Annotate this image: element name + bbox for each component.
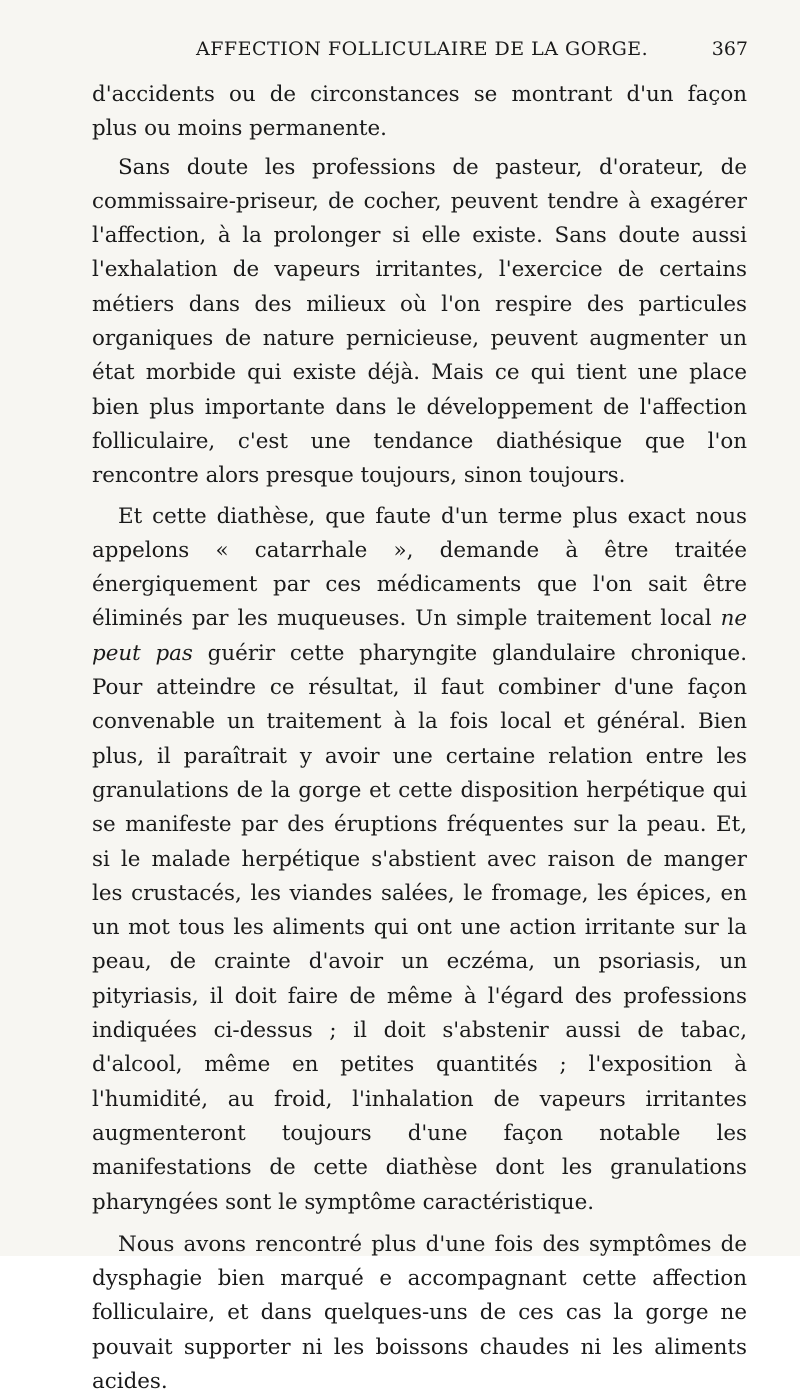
- paragraph-professions: Sans doute les professions de pasteur, d'orateur, de commissaire-priseur, de cocher, peuvent tendre à exagérer l'affection, à la prolonger si elle existe. Sans doute aussi l'exhalation de vapeurs irritantes, l'exercice de certains métiers dans des milieux où l'on respire des particules organiques de nature pernicieuse, peuvent augmenter un état morbide qui existe déjà. Mais ce qui tient une place bien plus importante dans le développement de l'affection folliculaire, c'est une tendance diathésique que l'on rencontre alors presque toujours, sinon toujours.: [92, 154, 747, 489]
- paragraph-continuation: d'accidents ou de circonstances se montrant d'un façon plus ou moins permanente.: [92, 82, 747, 142]
- page-number: 367: [711, 38, 748, 60]
- paragraph-diathese-part-2: guérir cette pharyngite glandulaire chronique. Pour atteindre ce résultat, il faut combiner d'une façon convenable un traitement à la fois local et général. Bien plus, il paraîtrait y avoir une certaine relation entre les granulations de la gorge et cette disposition herpétique qui se manifeste par des éruptions fréquentes sur la peau. Et, si le malade herpétique s'abstient avec raison de manger les crustacés, les viandes salées, le fromage, les épices, en un mot tous les aliments qui ont une action irritante sur la peau, de crainte d'avoir un eczéma, un psoriasis, un pityriasis, il doit faire de même à l'égard des professions indiquées ci-dessus ; il doit s'abstenir aussi de tabac, d'alcool, même en petites quantités ; l'exposition à l'humidité, au froid, l'inhalation de vapeurs irritantes augmenteront toujours d'une façon notable les manifestations de cette diathèse dont les granulations pharyngées sont le symptôme caractéristique.: [92, 640, 748, 1215]
- page-header: [96, 38, 748, 68]
- paragraph-diathese-part-1: Et cette diathèse, que faute d'un terme plus exact nous appelons « catarrhale », demande à être traitée énergiquement par ces médicaments que l'on sait être éliminés par les muqueuses. Un simple traitement local: [92, 503, 747, 632]
- paragraph-diathese-italic: ne peut pas: [92, 606, 747, 666]
- running-head: AFFECTION FOLLICULAIRE DE LA GORGE.: [196, 38, 649, 60]
- paragraph-dysphagie: Nous avons rencontré plus d'une fois des symptômes de dysphagie bien marqué e accompagnant cette affection folliculaire, et dans quelques-uns de ces cas la gorge ne pouvait supporter ni les boissons chaudes ni les aliments acides.: [92, 1231, 747, 1394]
- body-text: [92, 78, 747, 1399]
- paragraph-diathese: [92, 500, 747, 1220]
